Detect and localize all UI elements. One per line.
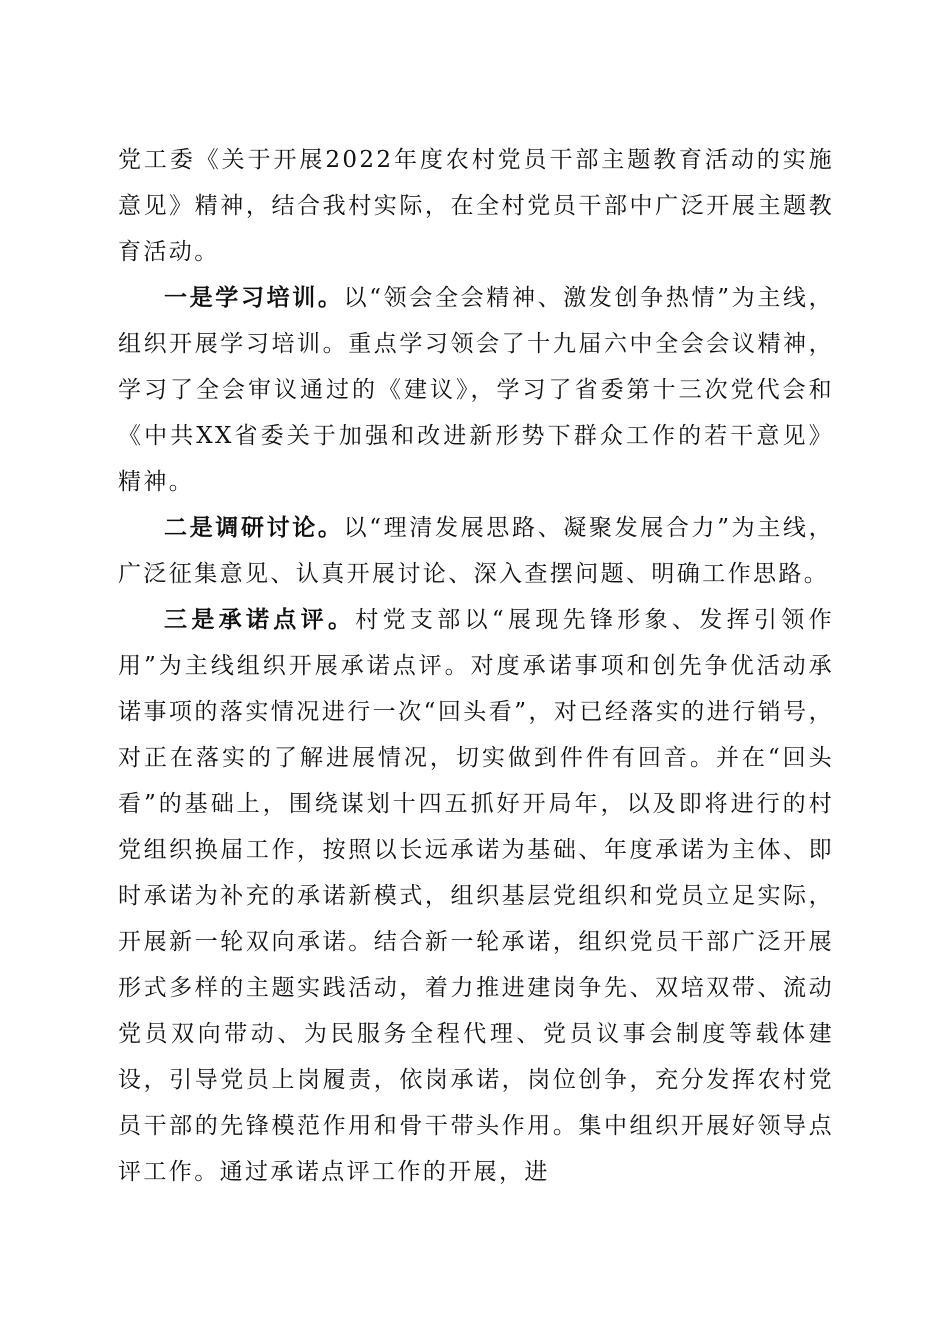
paragraph-research-discussion-heading: 二是调研讨论。 (164, 515, 344, 541)
paragraph-commitment-review-heading: 三是承诺点评。 (164, 607, 356, 633)
paragraph-intro-text: 党工委《关于开展2022年度农村党员干部主题教育活动的实施意见》精神，结合我村实际，在全村党员干部中广泛开展主题教育活动。 (118, 147, 834, 265)
document-body (118, 137, 834, 1195)
paragraph-study-training (118, 275, 834, 505)
paragraph-study-training-text: 以“领会全会精神、激发创争热情”为主线，组织开展学习培训。重点学习领会了十九届六中全会会议精神，学习了全会审议通过的《建议》，学习了省委第十三次党代会和《中共XX省委关于加强和改进新形势下群众工作的若干意见》精神。 (118, 285, 834, 495)
paragraph-commitment-review-text: 村党支部以“展现先锋形象、发挥引领作用”为主线组织开展承诺点评。对度承诺事项和创先争优活动承诺事项的落实情况进行一次“回头看”，对已经落实的进行销号，对正在落实的了解进展情况，切实做到件件有回音。并在“回头看”的基础上，围绕谋划十四五抓好开局年，以及即将进行的村党组织换届工作，按照以长远承诺为基础、年度承诺为主体、即时承诺为补充的承诺新模式，组织基层党组织和党员立足实际，开展新一轮双向承诺。结合新一轮承诺，组织党员干部广泛开展形式多样的主题实践活动，着力推进建岗争先、双培双带、流动党员双向带动、为民服务全程代理、党员议事会制度等载体建设，引导党员上岗履责，依岗承诺，岗位创争，充分发挥农村党员干部的先锋模范作用和骨干带头作用。集中组织开展好领导点评工作。通过承诺点评工作的开展，进 (118, 607, 834, 1185)
paragraph-intro (118, 137, 834, 275)
paragraph-study-training-heading: 一是学习培训。 (164, 285, 344, 311)
paragraph-research-discussion (118, 505, 834, 597)
paragraph-commitment-review (118, 597, 834, 1195)
paragraph-research-discussion-text: 以“理清发展思路、凝聚发展合力”为主线，广泛征集意见、认真开展讨论、深入查摆问题、明确工作思路。 (118, 515, 834, 587)
